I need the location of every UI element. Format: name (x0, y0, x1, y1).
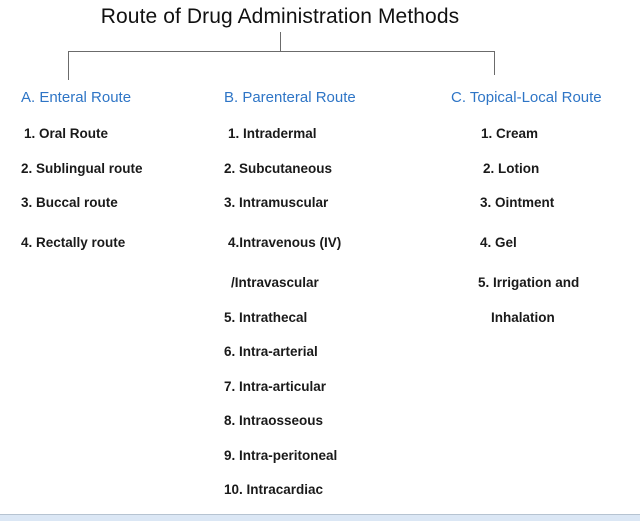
parenteral-item: 5. Intrathecal (224, 310, 308, 325)
parenteral-item: 4.Intravenous (IV) (228, 235, 342, 250)
diagram-title: Route of Drug Administration Methods (100, 5, 460, 28)
parenteral-item: 9. Intra-peritoneal (224, 448, 338, 463)
topical-item: Inhalation (491, 310, 555, 325)
heading-enteral: A. Enteral Route (21, 89, 132, 106)
connector-stem (280, 32, 281, 52)
parenteral-item: 1. Intradermal (228, 126, 317, 141)
heading-topical: C. Topical-Local Route (451, 89, 602, 106)
enteral-item: 3. Buccal route (21, 195, 118, 210)
parenteral-item: /Intravascular (231, 275, 319, 290)
enteral-item: 2. Sublingual route (21, 161, 143, 176)
parenteral-item: 6. Intra-arterial (224, 344, 318, 359)
topical-item: 1. Cream (481, 126, 539, 141)
enteral-item: 1. Oral Route (24, 126, 109, 141)
parenteral-item: 8. Intraosseous (224, 413, 324, 428)
connector-left-drop (68, 51, 69, 80)
parenteral-item: 10. Intracardiac (224, 482, 324, 497)
topical-item: 3. Ointment (480, 195, 555, 210)
topical-item: 5. Irrigation and (478, 275, 580, 290)
topical-item: 4. Gel (480, 235, 517, 250)
heading-parenteral: B. Parenteral Route (224, 89, 356, 106)
connector-horizontal (68, 51, 495, 52)
parenteral-item: 7. Intra-articular (224, 379, 327, 394)
topical-item: 2. Lotion (483, 161, 540, 176)
parenteral-item: 2. Subcutaneous (224, 161, 333, 176)
parenteral-item: 3. Intramuscular (224, 195, 329, 210)
enteral-item: 4. Rectally route (21, 235, 126, 250)
connector-right-drop (494, 51, 495, 75)
